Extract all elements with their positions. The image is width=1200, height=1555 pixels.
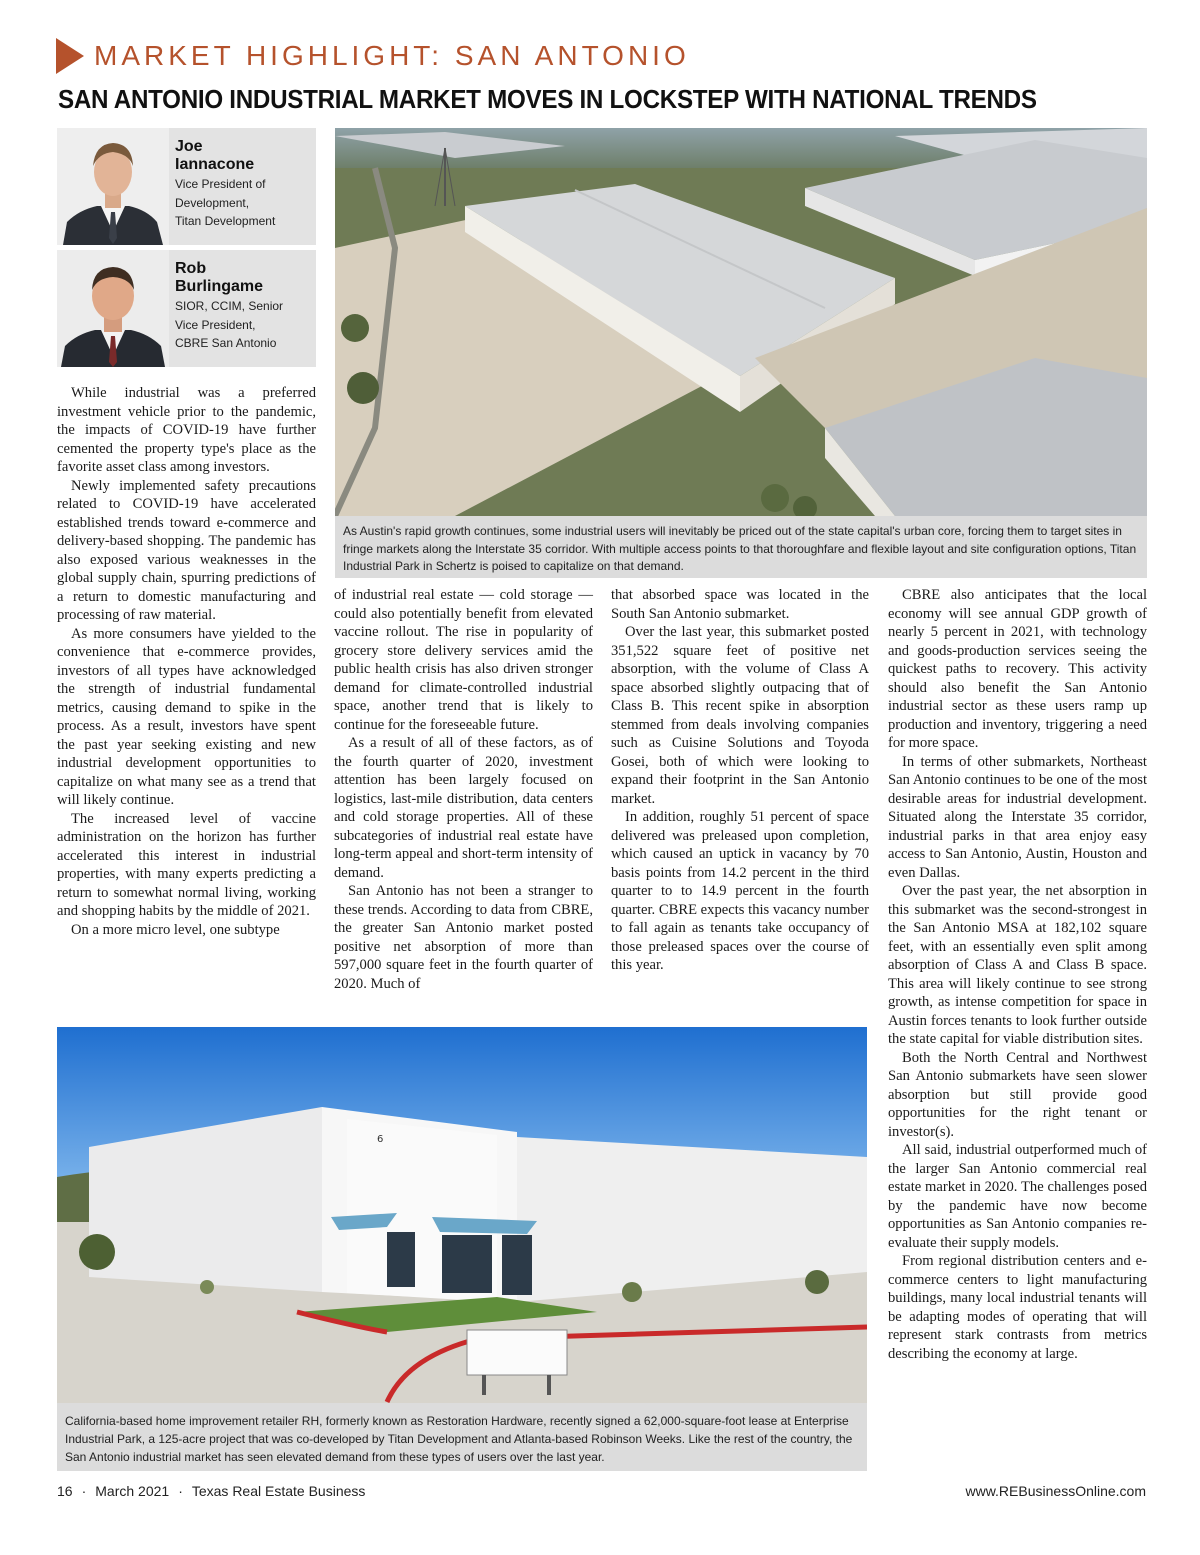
paragraph: that absorbed space was located in the South San Antonio submarket. [611,587,869,622]
paragraph: Newly implemented safety precautions related to COVID-19 have accelerated established trends toward e-commerce and delivery-based shopping. The pandemic has also exposed various weaknesses in the global supply chain, spurring predictions of a return to domestic manufacturing and processing of raw material. [57,477,316,623]
article-column-4 [888,586,1147,1363]
section-header [56,36,690,76]
author-titles: Vice President of Development, Titan Development [175,177,276,228]
paragraph: All said, industrial outperformed much of the larger San Antonio commercial real estate market in 2020. The challenges posed by the pandemic have now become opportunities as San Antonio companies re-evaluate their supply models. [888,1142,1147,1251]
article-column-3 [611,586,869,975]
photo-caption-bottom: California-based home improvement retailer RH, formerly known as Restoration Hardware, recently signed a 62,000-square-foot lease at Enterprise Industrial Park, a 125-acre project that was co-developed by Titan Development and Atlanta-based Robinson Weeks. Like the rest of the country, the San Antonio industrial market has seen elevated demand from these types of users over the last year. [57,1403,867,1471]
author-card [57,250,316,367]
author-titles: SIOR, CCIM, Senior Vice President, CBRE San Antonio [175,299,284,350]
paragraph: The increased level of vaccine administration on the horizon has further accelerated this interest in industrial properties, with many experts predicting a return to somewhat normal living, working and shopping habits by the middle of 2021. [57,810,316,919]
footer-separator: · [81,1483,87,1499]
paragraph: In addition, roughly 51 percent of space delivered was preleased upon completion, which caused an uptick in vacancy by 70 basis points from 14.2 percent in the third quarter to to 14.9 percent in the fourth quarter. CBRE expects this vacancy number to fall again as tenants take occupancy of those preleased spaces over the course of this year. [611,809,869,973]
industrial-building-illustration [57,1027,867,1403]
author-name: Rob Burlingame [175,260,264,295]
article-column-2 [334,586,593,993]
publication-name: Texas Real Estate Business [191,1483,366,1499]
triangle-icon [56,38,84,74]
page-number: 16 [57,1483,73,1499]
author-photo [57,128,169,245]
author-photo [57,250,169,367]
paragraph: While industrial was a preferred investment vehicle prior to the pandemic, the impacts of COVID-19 have further cemented the property type's place as the favorite asset class among investors. [57,385,316,475]
paragraph: From regional distribution centers and e-commerce centers to light manufacturing buildings, many local industrial tenants will be adapting modes of operating that will represent stark contrasts from metrics describing the economy at large. [888,1253,1147,1362]
paragraph: As more consumers have yielded to the convenience that e-commerce provides, investors of all types have acknowledged the strength of industrial fundamental metrics, causing demand to spike in the process. As a result, investors have spent the past year seeking existing and new industrial development opportunities to capitalize on what many see as a trend that will likely continue. [57,625,316,808]
author-card [57,128,316,245]
website-link[interactable]: www.REBusinessOnline.com [965,1483,1146,1499]
paragraph: As a result of all of these factors, as of the fourth quarter of 2020, investment attention has been largely focused on logistics, last-mile distribution, data centers and cold storage properties. All of these subcategories of industrial real estate have long-term appeal and short-term intensity of demand. [334,735,593,881]
article-column-1 [57,384,316,939]
paragraph: Over the past year, the net absorption in this submarket was the second-strongest in the San Antonio MSA at 182,102 square feet, with an essentially even split among absorption of Class A and Class B space. This area will likely continue to see strong growth, as intense competition for space in Austin forces tenants to look further outside the state capital for viable distribution sites. [888,883,1147,1047]
building-number: 6 [377,1134,384,1145]
paragraph: of industrial real estate — cold storage — could also potentially benefit from elevated vaccine rollout. The rise in popularity of grocery store delivery services amid the public health crisis has also driven stronger demand for climate-controlled industrial space, another trend that is likely to continue for the foreseeable future. [334,587,593,733]
aerial-warehouse-illustration [335,128,1147,516]
author-name: Joe Iannacone [175,138,255,173]
issue-date: March 2021 [95,1483,170,1499]
paragraph: On a more micro level, one subtype [71,921,280,938]
paragraph: Over the last year, this submarket posted 351,522 square feet of positive net absorption, with the volume of Class A space absorbed slightly outpacing that of Class B. This recent spike in absorption stemmed from deals involving companies such as Cuisine Solutions and Toyoda Gosei, both of which were looking to expand their footprint in the San Antonio market. [611,624,869,807]
headshot-illustration [57,250,169,367]
headline: SAN ANTONIO INDUSTRIAL MARKET MOVES IN LOCKSTEP WITH NATIONAL TRENDS [58,84,1037,114]
aerial-warehouse-photo [335,128,1147,516]
section-label: MARKET HIGHLIGHT: SAN ANTONIO [94,40,690,71]
paragraph: San Antonio has not been a stranger to these trends. According to data from CBRE, the greater San Antonio market posted positive net absorption of more than 597,000 square feet in the fourth quarter of 2020. Much of [334,883,593,992]
paragraph: In terms of other submarkets, Northeast San Antonio continues to be one of the most desirable areas for industrial development. Situated along the Interstate 35 corridor, industrial parks in that area enjoy easy access to San Antonio, Austin, Houston and even Dallas. [888,753,1147,881]
headshot-illustration [57,128,169,245]
footer-separator: · [178,1483,183,1499]
industrial-building-photo [57,1027,867,1403]
photo-caption-top: As Austin's rapid growth continues, some industrial users will inevitably be priced out of the state capital's urban core, forcing them to target sites in fringe markets along the Interstate 35 corridor. With multiple access points to that thoroughfare and flexible layout and site configuration options, Titan Industrial Park in Schertz is poised to capitalize on that demand. [335,516,1147,578]
page-footer-left [57,1483,365,1499]
paragraph: Both the North Central and Northwest San Antonio submarkets have seen slower absorption but still provide good opportunities for the right tenant or investor(s). [888,1049,1147,1140]
paragraph: CBRE also anticipates that the local economy will see annual GDP growth of nearly 5 percent in 2021, with technology and goods-production services seeing the quickest paths to recovery. This activity should also benefit the San Antonio industrial sector as these users ramp up production and inventory, triggering a need for more space. [888,587,1147,751]
